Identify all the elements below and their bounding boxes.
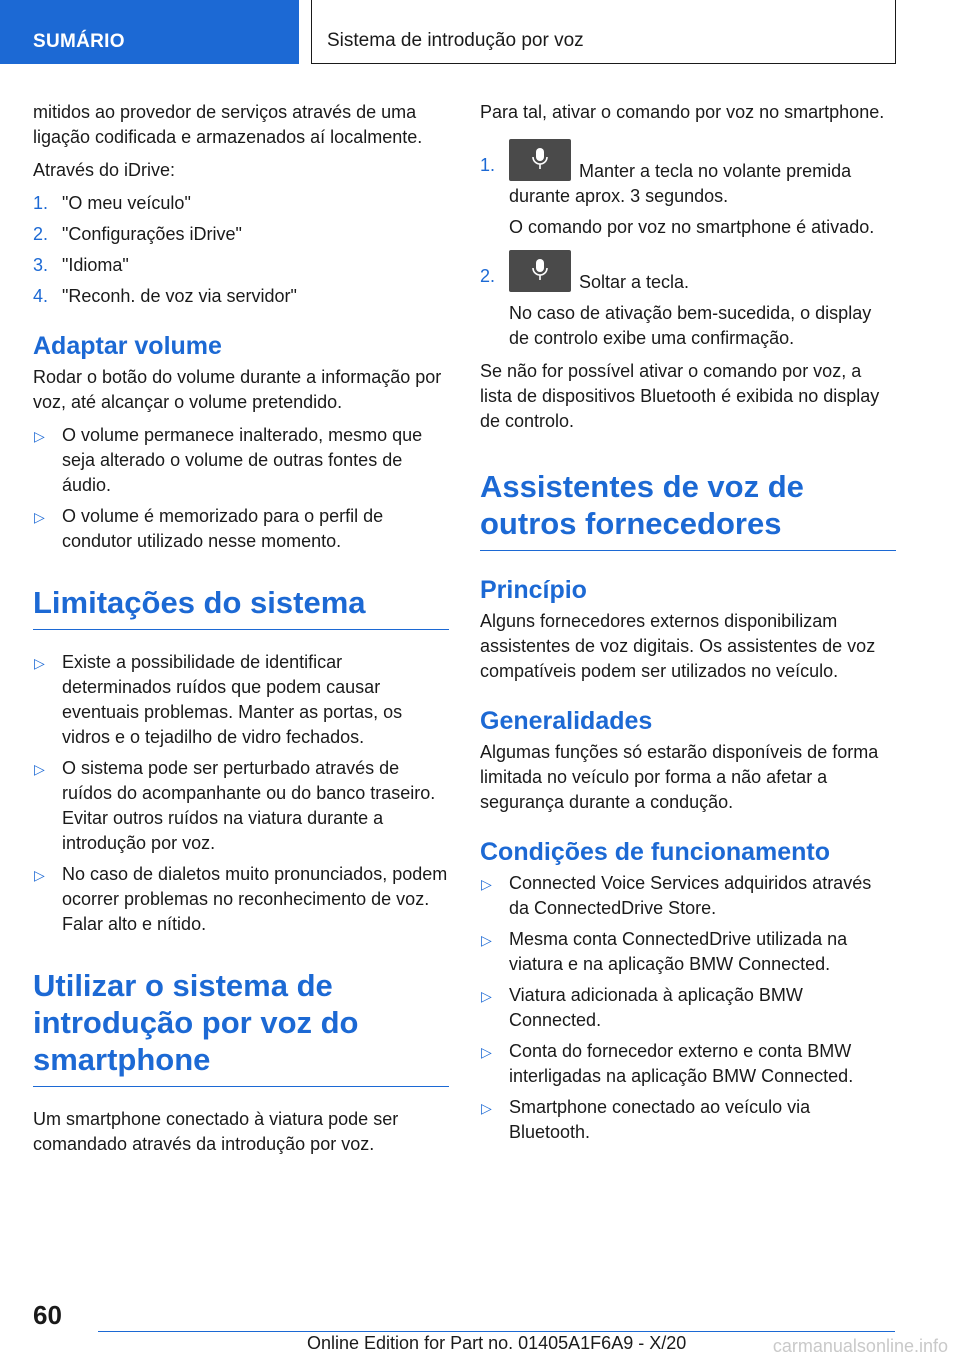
list-item (33, 862, 449, 937)
step-text: "Idioma" (62, 255, 129, 275)
triangle-right-outline-icon: ▷ (481, 1100, 492, 1116)
list-item (480, 139, 896, 240)
smartphone-steps (480, 139, 896, 351)
step-number: 2. (480, 266, 496, 286)
smartphone-text: Um smartphone conectado à viatura pode ser comandado através da introdução por voz. (33, 1109, 399, 1154)
triangle-right-outline-icon: ▷ (481, 1044, 492, 1060)
list-item (33, 191, 449, 216)
list-item (480, 1039, 896, 1089)
list-item (33, 253, 449, 278)
step-text: "O meu veículo" (62, 193, 191, 213)
right-column (480, 100, 896, 1151)
triangle-right-outline-icon: ▷ (34, 761, 45, 777)
list-item (480, 1095, 896, 1145)
list-item (480, 250, 896, 351)
volume-text: Rodar o botão do volume durante a informação por voz, até alcançar o volume pretendido. (33, 367, 442, 412)
triangle-right-outline-icon: ▷ (34, 509, 45, 525)
triangle-right-outline-icon: ▷ (34, 655, 45, 671)
tab-summary[interactable]: SUMÁRIO (0, 0, 299, 64)
bullet-text: Viatura adicionada à aplicação BMW Connected. (509, 985, 803, 1030)
limits-bullets (33, 650, 449, 937)
list-item (33, 423, 449, 498)
step-result: No caso de ativação bem-sucedida, o display de controlo exibe uma confirmação. (509, 303, 872, 348)
bullet-text: Existe a possibilidade de identificar determinados ruídos que podem causar eventuais problemas. Manter as portas, os vidros e o tejadilho de vidro fechados. (62, 652, 403, 747)
list-item (33, 650, 449, 750)
edition-text: Online Edition for Part no. 01405A1F6A9 - X/20 (307, 1333, 687, 1353)
triangle-right-outline-icon: ▷ (34, 867, 45, 883)
bullet-text: O sistema pode ser perturbado através de ruídos do acompanhante ou do banco traseiro. Evitar outros ruídos na viatura durante a introdução por voz. (62, 758, 436, 853)
step-number: 4. (33, 286, 49, 306)
volume-bullets (33, 423, 449, 554)
tab-chapter[interactable]: Sistema de introdução por voz (311, 0, 896, 64)
principle-heading: Princípio (480, 576, 587, 604)
watermark: carmanualsonline.info (772, 1336, 948, 1356)
activate-text: Para tal, ativar o comando por voz no smartphone. (480, 102, 885, 122)
general-heading: Generalidades (480, 707, 653, 735)
microphone-icon (531, 147, 549, 171)
bullet-text: O volume permanece inalterado, mesmo que seja alterado o volume de outras fontes de áudio. (62, 425, 423, 495)
principle-text: Alguns fornecedores externos disponibilizam assistentes de voz digitais. Os assistentes de voz compatíveis podem ser utilizados no veículo. (480, 611, 876, 681)
list-item (480, 983, 896, 1033)
triangle-right-outline-icon: ▷ (481, 988, 492, 1004)
intro-text: mitidos ao provedor de serviços através de uma ligação codificada e armazenados aí localmente. (33, 102, 423, 147)
page-footer (0, 1290, 960, 1362)
step-number: 2. (33, 224, 49, 244)
voice-key-button (509, 250, 571, 292)
list-item (480, 927, 896, 977)
list-item (33, 284, 449, 309)
assist-heading: Assistentes de voz de outros fornecedores (480, 468, 896, 551)
step-number: 1. (480, 155, 496, 175)
bullet-text: Conta do fornecedor externo e conta BMW interligadas na aplicação BMW Connected. (509, 1041, 854, 1086)
triangle-right-outline-icon: ▷ (34, 428, 45, 444)
step-text: "Reconh. de voz via servidor" (62, 286, 297, 306)
idrive-label: Através do iDrive: (33, 160, 176, 180)
bullet-text: Connected Voice Services adquiridos através da ConnectedDrive Store. (509, 873, 872, 918)
limits-heading: Limitações do sistema (33, 584, 449, 630)
bullet-text: O volume é memorizado para o perfil de condutor utilizado nesse momento. (62, 506, 384, 551)
step-text: Soltar a tecla. (579, 272, 690, 292)
list-item (33, 756, 449, 856)
step-result: O comando por voz no smartphone é ativado. (509, 217, 875, 237)
list-item (33, 222, 449, 247)
voice-key-button (509, 139, 571, 181)
conditions-heading: Condições de funcionamento (480, 838, 831, 866)
bullet-text: No caso de dialetos muito pronunciados, podem ocorrer problemas no reconhecimento de voz. Falar alto e nítido. (62, 864, 448, 934)
page-number: 60 (33, 1300, 62, 1330)
list-item (33, 504, 449, 554)
step-text: Manter a tecla no volante premida durante aprox. 3 segundos. (509, 161, 852, 206)
step-text: "Configurações iDrive" (62, 224, 242, 244)
page-header (0, 0, 960, 66)
triangle-right-outline-icon: ▷ (481, 876, 492, 892)
fail-text: Se não for possível ativar o comando por voz, a lista de dispositivos Bluetooth é exibida no display de controlo. (480, 361, 880, 431)
bullet-text: Smartphone conectado ao veículo via Bluetooth. (509, 1097, 811, 1142)
footer-divider (98, 1331, 895, 1332)
bullet-text: Mesma conta ConnectedDrive utilizada na viatura e na aplicação BMW Connected. (509, 929, 848, 974)
idrive-steps (33, 191, 449, 309)
step-number: 1. (33, 193, 49, 213)
smartphone-heading: Utilizar o sistema de introdução por voz do smartphone (33, 967, 449, 1087)
conditions-bullets (480, 871, 896, 1145)
triangle-right-outline-icon: ▷ (481, 932, 492, 948)
left-column (33, 100, 449, 1165)
step-number: 3. (33, 255, 49, 275)
microphone-icon (531, 258, 549, 282)
volume-heading: Adaptar volume (33, 332, 222, 360)
general-text: Algumas funções só estarão disponíveis de forma limitada no veículo por forma a não afetar a segurança durante a condução. (480, 742, 879, 812)
list-item (480, 871, 896, 921)
